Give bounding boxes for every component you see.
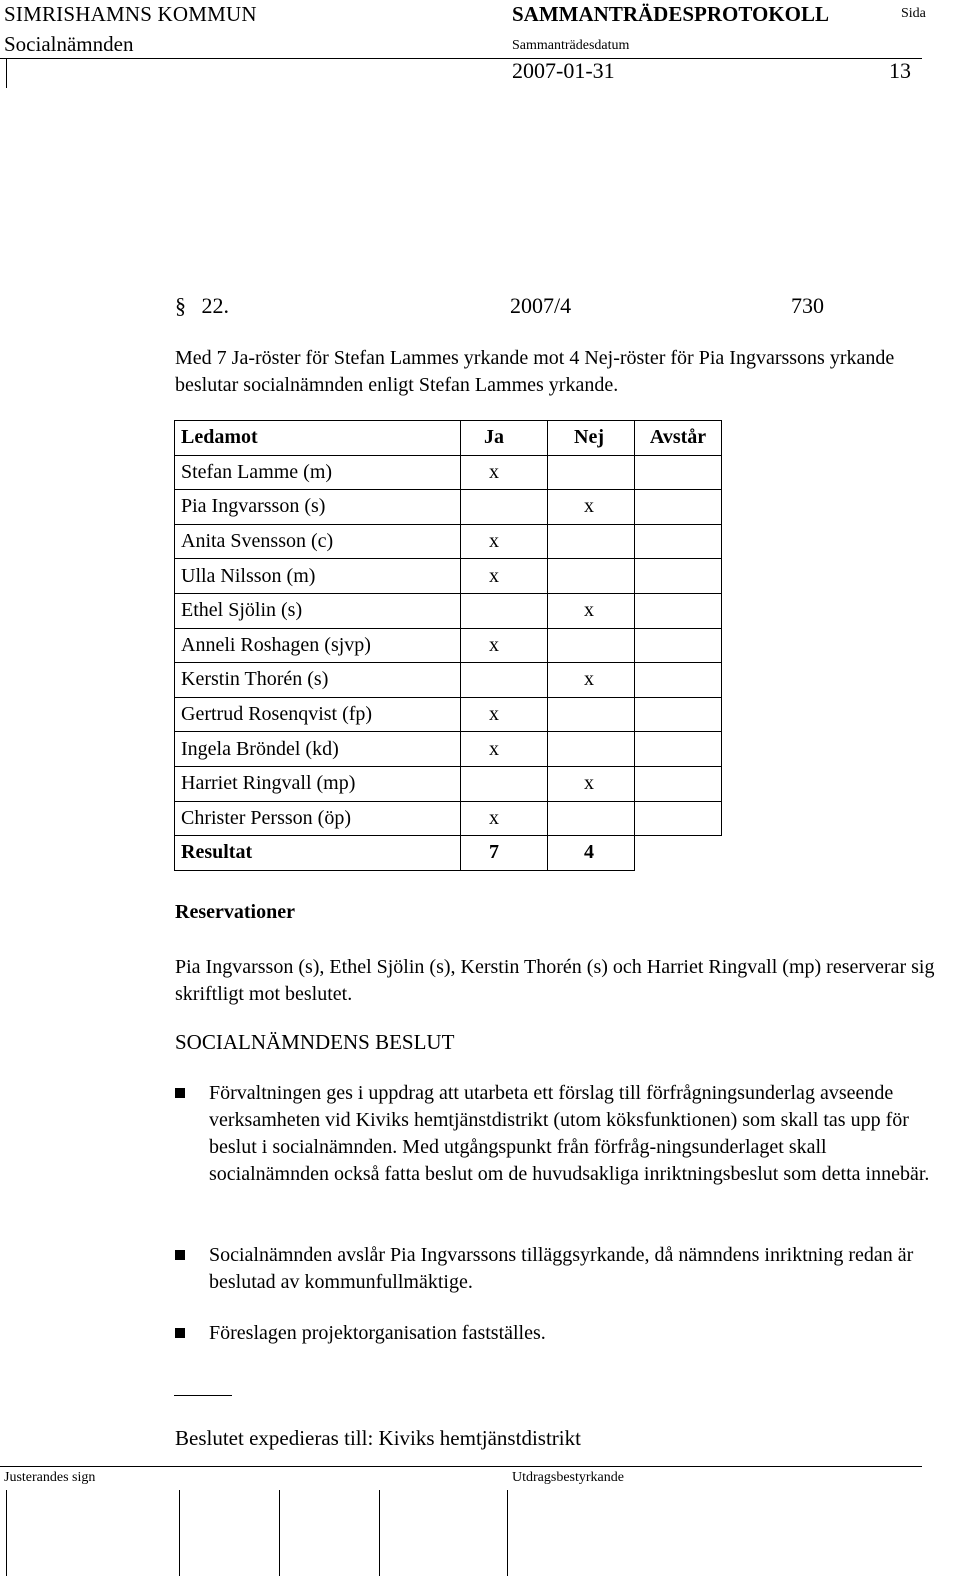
decision-heading: SOCIALNÄMNDENS BESLUT (175, 1030, 455, 1054)
table-row (175, 455, 722, 490)
vote-nej (548, 732, 635, 767)
vote-nej (548, 455, 635, 490)
reservations-heading: Reservationer (175, 901, 295, 923)
signature-label: Justerandes sign (4, 1470, 96, 1485)
case-number: 2007/4 (510, 293, 572, 318)
intro-paragraph: Med 7 Ja-röster för Stefan Lammes yrkande mot 4 Nej-röster för Pia Ingvarssons yrkande beslutar socialnämnden enligt Stefan Lammes yrkande. (175, 347, 895, 396)
member-name: Ethel Sjölin (s) (175, 593, 461, 628)
vote-avstar (635, 732, 722, 767)
signature-box-rule (279, 1490, 280, 1576)
table-row (175, 801, 722, 836)
vote-avstar (635, 663, 722, 698)
vote-avstar (635, 455, 722, 490)
meeting-date-label: Sammanträdesdatum (512, 38, 630, 53)
vote-avstar (635, 490, 722, 525)
vote-avstar (635, 628, 722, 663)
vote-nej: x (548, 593, 635, 628)
member-name: Harriet Ringvall (mp) (175, 766, 461, 801)
vote-ja: x (461, 697, 548, 732)
section-symbol: § (175, 293, 186, 318)
vote-ja: x (461, 524, 548, 559)
decision-item: Föreslagen projektorganisation fastställes. (209, 1322, 546, 1344)
vote-nej (548, 801, 635, 836)
result-label: Resultat (175, 836, 461, 871)
municipality-name: SIMRISHAMNS KOMMUN (4, 2, 257, 26)
page-label: Sida (901, 6, 926, 21)
meeting-date: 2007-01-31 (512, 58, 615, 83)
vote-nej: x (548, 490, 635, 525)
member-name: Christer Persson (öp) (175, 801, 461, 836)
section-index: 22. (201, 293, 229, 318)
separator-line (174, 1395, 232, 1396)
vote-avstar (635, 801, 722, 836)
vote-nej (548, 628, 635, 663)
dispatch-note: Beslutet expedieras till: Kiviks hemtjänstdistrikt (175, 1426, 581, 1450)
signature-box-rule (179, 1490, 180, 1576)
header-ledamot: Ledamot (175, 421, 461, 456)
member-name: Anneli Roshagen (sjvp) (175, 628, 461, 663)
vote-ja (461, 663, 548, 698)
vote-table (174, 420, 722, 871)
section-number (175, 293, 229, 319)
vote-avstar (635, 593, 722, 628)
vote-ja: x (461, 455, 548, 490)
decision-item: Socialnämnden avslår Pia Ingvarssons tilläggsyrkande, då nämndens inriktning redan är beslutad av kommunfullmäktige. (209, 1244, 914, 1293)
vote-nej: x (548, 766, 635, 801)
table-row (175, 766, 722, 801)
signature-box-rule (379, 1490, 380, 1576)
vote-ja: x (461, 801, 548, 836)
bullet-square-icon (175, 1250, 185, 1260)
protocol-title: SAMMANTRÄDESPROTOKOLL (512, 2, 829, 26)
member-name: Kerstin Thorén (s) (175, 663, 461, 698)
table-row (175, 628, 722, 663)
table-row (175, 663, 722, 698)
vote-avstar (635, 559, 722, 594)
vote-ja: x (461, 732, 548, 767)
table-row (175, 697, 722, 732)
vote-nej: x (548, 663, 635, 698)
result-ja: 7 (461, 836, 548, 871)
member-name: Gertrud Rosenqvist (fp) (175, 697, 461, 732)
vote-table-header (175, 421, 722, 456)
footer-divider (0, 1466, 922, 1467)
table-row (175, 490, 722, 525)
table-row (175, 559, 722, 594)
vote-avstar (635, 697, 722, 732)
member-name: Ingela Bröndel (kd) (175, 732, 461, 767)
reservations-text: Pia Ingvarsson (s), Ethel Sjölin (s), Kerstin Thorén (s) och Harriet Ringvall (mp) reserverar sig skriftligt mot beslutet. (175, 956, 935, 1005)
signature-box-rule (6, 1490, 7, 1576)
table-row (175, 593, 722, 628)
vote-ja: x (461, 628, 548, 663)
vote-nej (548, 524, 635, 559)
member-name: Anita Svensson (c) (175, 524, 461, 559)
extract-label: Utdragsbestyrkande (512, 1470, 624, 1485)
header-ja: Ja (461, 421, 548, 456)
member-name: Ulla Nilsson (m) (175, 559, 461, 594)
vote-ja (461, 490, 548, 525)
header-left-rule (6, 58, 7, 88)
vote-avstar (635, 524, 722, 559)
extract-box-rule (507, 1490, 508, 1576)
result-avstar (635, 836, 722, 871)
table-row (175, 524, 722, 559)
decision-item: Förvaltningen ges i uppdrag att utarbeta ett förslag till förfrågningsunderlag avseende verksamheten vid Kiviks hemtjänstdistrikt (utom köksfunktionen) som skall tas upp för beslut i socialnämnden. Med utgångspunkt från förfråg-ningsunderlaget skall socialnämnden också fatta beslut om de huvudsakliga inriktningsbeslut som detta innebär. (209, 1082, 930, 1185)
vote-ja (461, 766, 548, 801)
vote-ja: x (461, 559, 548, 594)
member-name: Pia Ingvarsson (s) (175, 490, 461, 525)
vote-nej (548, 697, 635, 732)
department-name: Socialnämnden (4, 32, 134, 56)
vote-nej (548, 559, 635, 594)
vote-ja (461, 593, 548, 628)
vote-avstar (635, 766, 722, 801)
bullet-square-icon (175, 1328, 185, 1338)
case-code: 730 (791, 293, 824, 318)
header-divider (0, 58, 922, 59)
result-nej: 4 (548, 836, 635, 871)
page-number: 13 (889, 58, 911, 83)
member-name: Stefan Lamme (m) (175, 455, 461, 490)
bullet-square-icon (175, 1088, 185, 1098)
table-row (175, 732, 722, 767)
result-row (175, 836, 722, 871)
header-avstar: Avstår (635, 421, 722, 456)
header-nej: Nej (548, 421, 635, 456)
